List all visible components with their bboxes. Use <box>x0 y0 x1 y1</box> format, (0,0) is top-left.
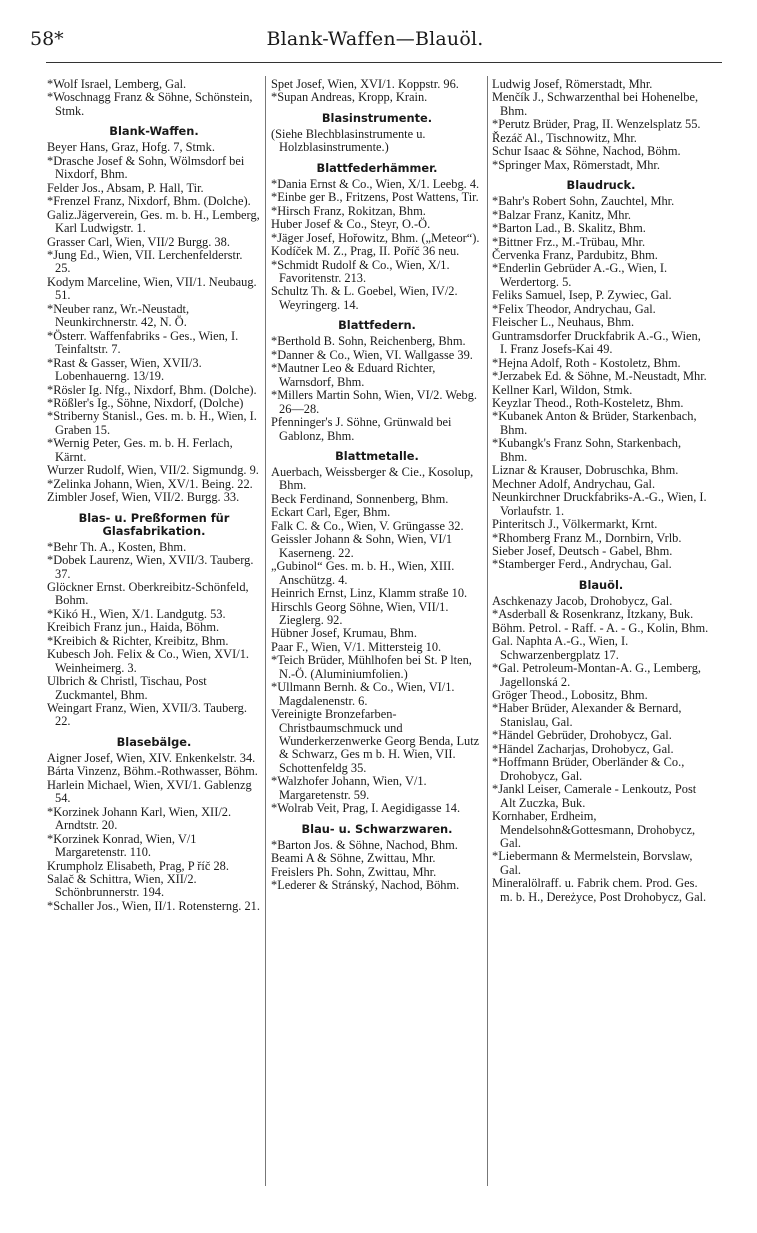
directory-entry: *Danner & Co., Wien, VI. Wallgasse 39. <box>271 347 473 362</box>
directory-entry: Beyer Hans, Graz, Hofg. 7, Stmk. <box>47 140 215 155</box>
directory-entry: *Rast & Gasser, Wien, XVII/3. Lobenhauerng. 13/19. <box>47 355 202 384</box>
directory-entry: Hirschls Georg Söhne, Wien, VII/1. Zieglerg. 92. <box>271 599 449 627</box>
directory-entry: *Rösler Ig. Nfg., Nixdorf, Bhm. (Dolche). <box>47 382 257 397</box>
directory-entry: *Korzinek Johann Karl, Wien, XII/2. Arndtstr. 20. <box>47 804 232 833</box>
section-heading: Blaudruck. <box>566 178 636 193</box>
directory-entry: Gal. Naphta A.-G., Wien, I. Schwarzenbergplatz 17. <box>492 634 629 662</box>
page-header <box>30 28 720 54</box>
directory-entry: *Teich Brüder, Mühlhofen bei St. P lten, N.-Ö. (Aluminiumfolien.) <box>271 653 472 681</box>
directory-entry: Aigner Josef, Wien, XIV. Enkenkelstr. 34. <box>47 750 256 765</box>
directory-entry: *Hoffmann Brüder, Oberländer & Co., Drohobycz, Gal. <box>492 755 685 783</box>
directory-entry: *Wernig Peter, Ges. m. b. H. Ferlach, Kärnt. <box>47 436 233 464</box>
directory-entry: Kreibich Franz jun., Haida, Böhm. <box>47 620 220 635</box>
directory-entry: *Händel Gebrüder, Drohobycz, Gal. <box>492 728 672 743</box>
directory-entry: *Dania Ernst & Co., Wien, X/1. Leebg. 4. <box>271 176 480 191</box>
directory-entry: *Balzar Franz, Kanitz, Mhr. <box>492 207 632 222</box>
directory-entry: Salač & Schittra, Wien, XII/2. Schönbrunnerstr. 194. <box>47 872 197 900</box>
directory-entry: Weingart Franz, Wien, XVII/3. Tauberg. 22. <box>47 701 247 729</box>
directory-entry: Guntramsdorfer Druckfabrik A.-G., Wien, I. Franz Josefs-Kai 49. <box>492 328 701 357</box>
directory-entry: *Hejna Adolf, Roth - Kostoletz, Bhm. <box>492 355 681 370</box>
directory-entry: Harlein Michael, Wien, XVI/1. Gablenzg 54. <box>47 777 252 806</box>
directory-entry: *Rößler's Ig., Söhne, Nixdorf, (Dolche) <box>47 395 244 410</box>
directory-entry: Bárta Vinzenz, Böhm.-Rothwasser, Böhm. <box>47 764 258 779</box>
directory-entry: Liznar & Krauser, Dobruschka, Bhm. <box>492 463 679 478</box>
column-divider <box>487 76 488 1186</box>
directory-entry: *Lederer & Stránský, Nachod, Böhm. <box>271 878 460 893</box>
section-heading: Blasebälge. <box>116 734 192 749</box>
directory-entry: Schur Isaac & Söhne, Nachod, Böhm. <box>492 144 681 159</box>
directory-entry: Kubesch Joh. Felix & Co., Wien, XVI/1. Weinheimerg. 3. <box>47 647 249 675</box>
directory-entry: Kellner Karl, Wildon, Stmk. <box>492 382 633 397</box>
directory-entry: Vereinigte Bronzefarben-Christbaumschmuck und Wunderkerzenwerke Georg Benda, Lutz & Schwarz, Ges m b. H. Wien, VII. Schottenfeldg 35. <box>271 707 480 775</box>
column-3 <box>492 78 710 904</box>
directory-entry: *Asderball & Rosenkranz, Itzkany, Buk. <box>492 607 694 622</box>
directory-entry: *Jankl Leiser, Camerale - Lenkoutz, Post Alt Zuczka, Buk. <box>492 782 697 810</box>
directory-entry: *Millers Martin Sohn, Wien, VI/2. Webg. 26—28. <box>271 388 478 416</box>
directory-entry: *Enderlin Gebrüder A.-G., Wien, I. Werdertorg. 5. <box>492 261 668 289</box>
directory-entry: Beami A & Söhne, Zwittau, Mhr. <box>271 851 436 866</box>
directory-entry: Huber Josef & Co., Steyr, O.-Ö. <box>271 217 431 232</box>
directory-entry: *Liebermann & Mermelstein, Borvslaw, Gal. <box>492 849 693 877</box>
directory-entry: Řezáč Al., Tischnowitz, Mhr. <box>492 130 637 145</box>
directory-entry: *Berthold B. Sohn, Reichenberg, Bhm. <box>271 334 466 349</box>
directory-entry: *Dobek Laurenz, Wien, XVII/3. Tauberg. 37. <box>47 553 254 581</box>
directory-entry: *Kubanek Anton & Brüder, Starkenbach, Bhm. <box>492 409 697 437</box>
directory-entry: Pfenninger's J. Söhne, Grünwald bei Gablonz, Bhm. <box>271 415 452 443</box>
directory-entry: *Woschnagg Franz & Söhne, Schönstein, Stmk. <box>47 90 253 118</box>
section-heading: Blattfedern. <box>338 318 416 333</box>
directory-entry: *Mautner Leo & Eduard Richter, Warnsdorf, Bhm. <box>271 361 436 389</box>
directory-entry: Kodíček M. Z., Prag, II. Poříč 36 neu. <box>271 244 460 259</box>
directory-entry: „Gubinol“ Ges. m. b. H., Wien, XIII. Anschützg. 4. <box>271 559 455 587</box>
directory-entry: Wurzer Rudolf, Wien, VII/2. Sigmundg. 9. <box>47 463 259 478</box>
directory-entry: *Wolrab Veit, Prag, I. Aegidigasse 14. <box>271 801 461 816</box>
directory-entry: Grasser Carl, Wien, VII/2 Burgg. 38. <box>47 234 230 249</box>
directory-entry: Menčík J., Schwarzenthal bei Hohenelbe, Bhm. <box>492 90 699 118</box>
directory-entry: *Ullmann Bernh. & Co., Wien, VI/1. Magdalenenstr. 6. <box>271 680 455 708</box>
directory-entry: Glöckner Ernst. Oberkreibitz-Schönfeld, Bohm. <box>47 579 249 608</box>
directory-entry: *Stamberger Ferd., Andrychau, Gal. <box>492 557 672 572</box>
directory-entry: Zimbler Josef, Wien, VII/2. Burgg. 33. <box>47 490 240 505</box>
directory-entry: *Jung Ed., Wien, VII. Lerchenfelderstr. 25. <box>47 247 243 276</box>
directory-entry: *Neuber ranz, Wr.-Neustadt, Neunkirchnerstr. 42, N. Ö. <box>47 301 190 330</box>
directory-entry: *Schmidt Rudolf & Co., Wien, X/1. Favoritenstr. 213. <box>271 257 450 285</box>
directory-entry: *Händel Zacharjas, Drohobycz, Gal. <box>492 741 674 756</box>
directory-entry: *Jäger Josef, Hořowitz, Bhm. („Meteor“). <box>271 230 480 245</box>
directory-entry: Kornhaber, Erdheim, Mendelsohn&Gottesmann, Drohobycz, Gal. <box>492 809 696 851</box>
directory-entry: *Österr. Waffenfabriks - Ges., Wien, I. Teinfaltstr. 7. <box>47 328 239 357</box>
column-1 <box>47 78 261 913</box>
directory-entry: *Wolf Israel, Lemberg, Gal. <box>47 77 187 91</box>
directory-entry: *Perutz Brüder, Prag, II. Wenzelsplatz 55. <box>492 117 701 132</box>
directory-entry: Mechner Adolf, Andrychau, Gal. <box>492 476 656 491</box>
directory-entry: Hübner Josef, Krumau, Bhm. <box>271 626 417 641</box>
directory-entry: Červenka Franz, Pardubitz, Bhm. <box>492 247 658 262</box>
directory-entry: Ulbrich & Christl, Tischau, Post Zuckmantel, Bhm. <box>47 674 207 702</box>
directory-entry: *Drasche Josef & Sohn, Wölmsdorf bei Nixdorf, Bhm. <box>47 153 245 182</box>
directory-entry: *Bahr's Robert Sohn, Zauchtel, Mhr. <box>492 194 675 209</box>
page-number: 58* <box>30 28 64 50</box>
directory-entry: Böhm. Petrol. - Raff. - A. - G., Kolin, Bhm. <box>492 620 709 635</box>
section-heading: Blank-Waffen. <box>109 124 199 139</box>
directory-entry: Keyzlar Theod., Roth-Kosteletz, Bhm. <box>492 395 684 410</box>
directory-entry: *Zelinka Johann, Wien, XV/1. Being. 22. <box>47 476 253 491</box>
section-heading: Blasinstrumente. <box>321 110 433 125</box>
directory-entry: (Siehe Blechblasinstrumente u. Holzblasinstrumente.) <box>271 126 426 155</box>
running-title: Blank-Waffen—Blauöl. <box>266 28 484 50</box>
directory-entry: *Bittner Frz., M.-Trübau, Mhr. <box>492 234 646 249</box>
directory-entry: *Supan Andreas, Kropp, Krain. <box>271 90 428 105</box>
directory-entry: Galiz.Jägerverein, Ges. m. b. H., Lemberg, Karl Ludwigstr. 1. <box>47 207 260 236</box>
directory-entry: Falk C. & Co., Wien, V. Grüngasse 32. <box>271 518 464 533</box>
directory-entry: *Kreibich & Richter, Kreibitz, Bhm. <box>47 633 229 648</box>
directory-entry: Heinrich Ernst, Linz, Klamm straße 10. <box>271 586 468 601</box>
directory-entry: *Einbe ger B., Fritzens, Post Wattens, Tir. <box>271 190 479 205</box>
directory-entry: *Haber Brüder, Alexander & Bernard, Stanislau, Gal. <box>492 701 682 729</box>
section-heading: Blauöl. <box>578 577 624 592</box>
section-heading: Blau- u. Schwarzwaren. <box>301 821 453 836</box>
directory-entry: *Kikó H., Wien, X/1. Landgutg. 53. <box>47 606 226 621</box>
directory-entry: *Korzinek Konrad, Wien, V/1 Margaretenstr. 110. <box>47 831 197 860</box>
directory-entry: Spet Josef, Wien, XVI/1. Koppstr. 96. <box>271 77 459 91</box>
directory-entry: Neunkirchner Druckfabriks-A.-G., Wien, I. Vorlaufstr. 1. <box>492 490 707 518</box>
section-heading: Blas- u. Preßformen für Glasfabrikation. <box>78 510 230 538</box>
section-heading: Blattfederhämmer. <box>316 160 438 175</box>
directory-entry: Sieber Josef, Deutsch - Gabel, Bhm. <box>492 543 673 558</box>
directory-entry: Schultz Th. & L. Goebel, Wien, IV/2. Weyringerg. 14. <box>271 284 458 312</box>
directory-entry: Pinteritsch J., Völkermarkt, Krnt. <box>492 517 658 532</box>
directory-entry: Geissler Johann & Sohn, Wien, VI/1 Kaserneng. 22. <box>271 532 453 560</box>
directory-entry: *Barton Jos. & Söhne, Nachod, Bhm. <box>271 837 458 852</box>
directory-entry: *Behr Th. A., Kosten, Bhm. <box>47 539 187 554</box>
section-heading: Blattmetalle. <box>335 448 419 463</box>
directory-entry: *Felix Theodor, Andrychau, Gal. <box>492 301 656 316</box>
directory-entry: *Kubangk's Franz Sohn, Starkenbach, Bhm. <box>492 436 682 464</box>
directory-entry: *Barton Lad., B. Skalitz, Bhm. <box>492 221 646 236</box>
directory-entry: *Frenzel Franz, Nixdorf, Bhm. (Dolche). <box>47 194 251 209</box>
header-rule <box>46 62 722 63</box>
directory-entry: Gröger Theod., Lobositz, Bhm. <box>492 688 648 703</box>
directory-entry: Eckart Carl, Eger, Bhm. <box>271 505 391 520</box>
directory-entry: *Gal. Petroleum-Montan-A. G., Lemberg, Jagellonská 2. <box>492 661 701 689</box>
directory-entry: Freislers Ph. Sohn, Zwittau, Mhr. <box>271 864 437 879</box>
column-2 <box>271 78 483 893</box>
directory-entry: Feliks Samuel, Isep, P. Zywiec, Gal. <box>492 288 672 303</box>
directory-entry: Ludwig Josef, Römerstadt, Mhr. <box>492 77 653 91</box>
directory-entry: Auerbach, Weissberger & Cie., Kosolup, Bhm. <box>271 464 474 493</box>
directory-entry: *Jerzabek Ed. & Söhne, M.-Neustadt, Mhr. <box>492 369 707 384</box>
directory-entry: *Striberny Stanisl., Ges. m. b. H., Wien, I. Graben 15. <box>47 409 257 437</box>
directory-entry: Beck Ferdinand, Sonnenberg, Bhm. <box>271 491 449 506</box>
directory-entry: *Rhomberg Franz M., Dornbirn, Vrlb. <box>492 530 682 545</box>
directory-entry: *Hirsch Franz, Rokitzan, Bhm. <box>271 203 426 218</box>
directory-entry: Kodym Marceline, Wien, VII/1. Neubaug. 51. <box>47 274 257 303</box>
column-divider <box>265 76 266 1186</box>
directory-entry: *Walzhofer Johann, Wien, V/1. Margaretenstr. 59. <box>271 774 427 802</box>
directory-entry: Krumpholz Elisabeth, Prag, P říč 28. <box>47 858 229 873</box>
directory-entry: *Springer Max, Römerstadt, Mhr. <box>492 157 660 172</box>
directory-entry: Fleischer L., Neuhaus, Bhm. <box>492 315 635 330</box>
directory-entry: Mineralölraff. u. Fabrik chem. Prod. Ges. m. b. H., Dereżyce, Post Drohobycz, Gal. <box>492 876 707 904</box>
directory-entry: Felder Jos., Absam, P. Hall, Tir. <box>47 180 204 195</box>
directory-entry: Paar F., Wien, V/1. Mittersteig 10. <box>271 639 442 654</box>
directory-entry: Aschkenazy Jacob, Drohobycz, Gal. <box>492 593 673 608</box>
directory-entry: *Schaller Jos., Wien, II/1. Rotensterng. 21. <box>47 898 260 913</box>
